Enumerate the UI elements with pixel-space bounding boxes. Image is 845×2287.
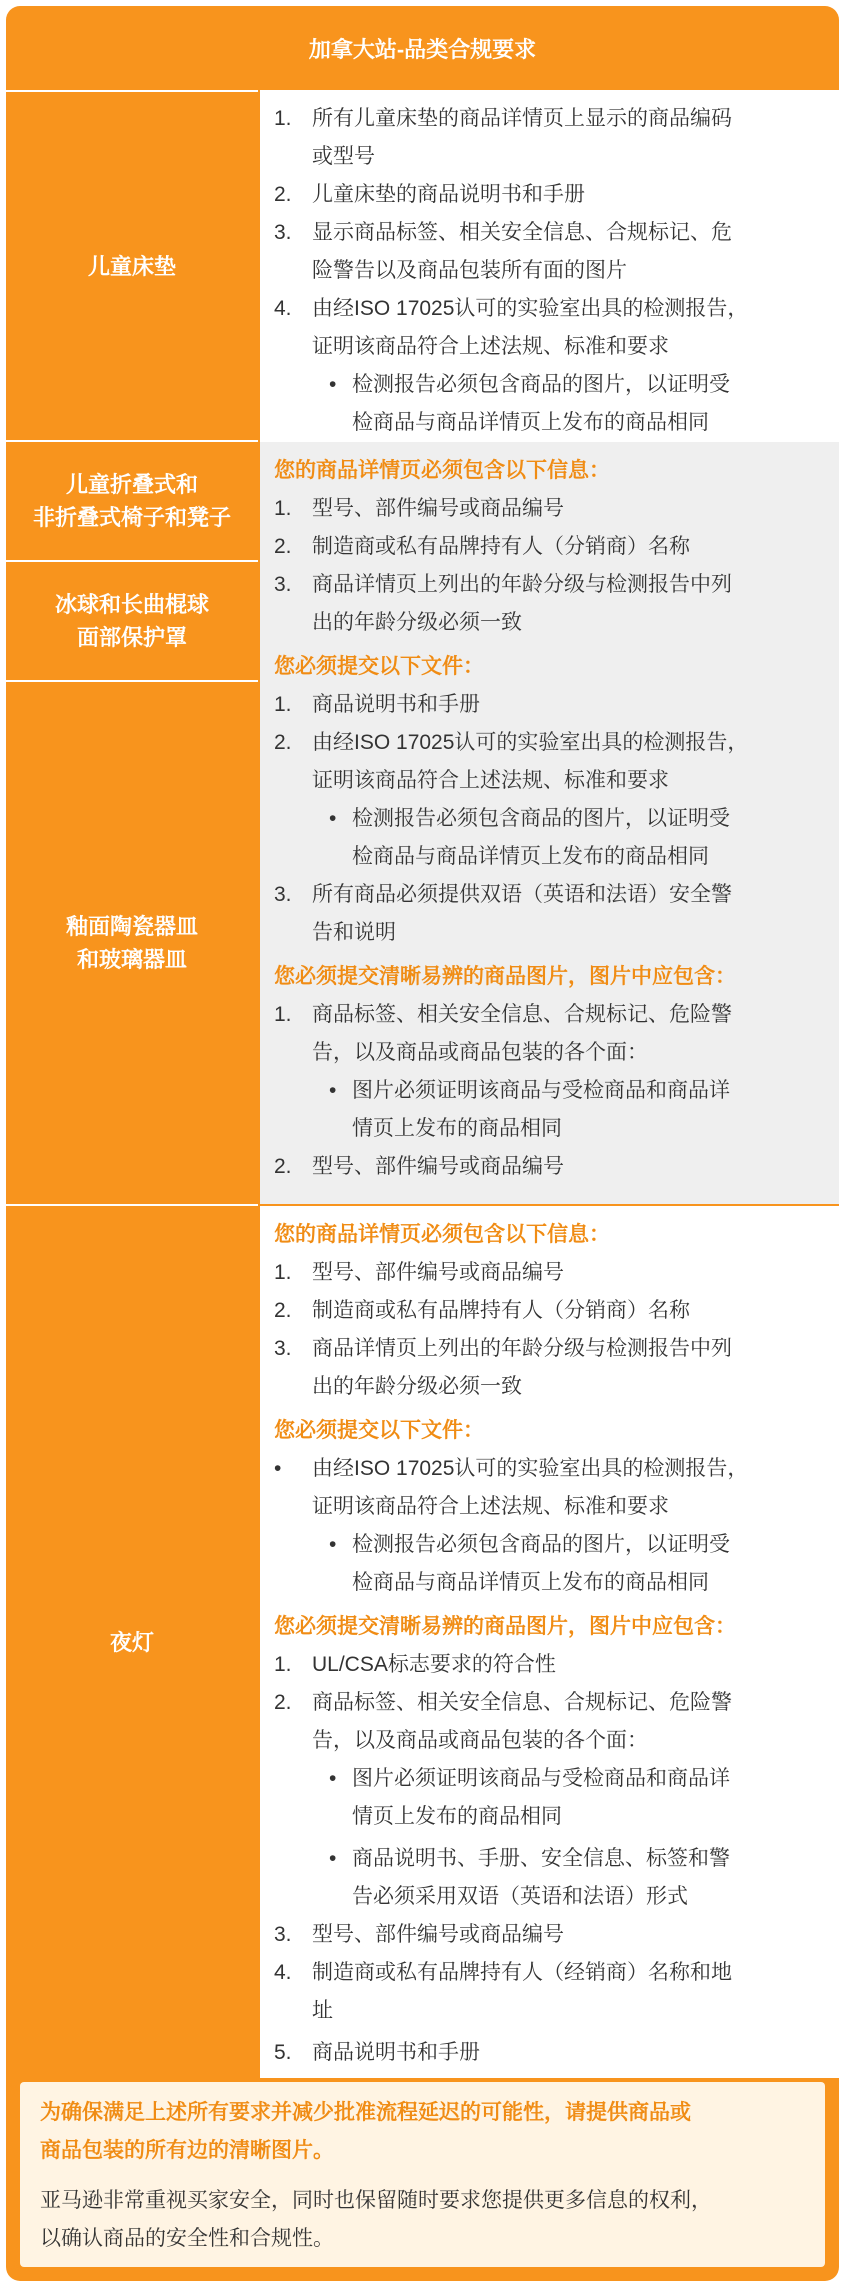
- list-item: 5. 商品说明书和手册: [274, 2041, 480, 2064]
- compliance-card: [6, 6, 839, 2281]
- list-item: 1. 商品说明书和手册: [274, 693, 480, 716]
- footer-text: 亚马逊非常重视买家安全，同时也保留随时要求您提供更多信息的权利， 以确认商品的安全性和合规性。: [40, 2189, 712, 2250]
- mattress-requirements: 1. 所有儿童床垫的商品详情页上显示的商品编码 或型号 2. 儿童床垫的商品说明书和手册 3. 显示商品标签、相关安全信息、合规标记、危 险警告以及商品包装所有面的图片 4. 由经ISO 17025认可的实验室出具的检测报告， 证明该商品符合上述法规、标准和要求 • 检测报告必须包含商品的图片，以证明受 检商品与商品详情页上发布的商品相同: [260, 90, 839, 442]
- list-item: 4. 制造商或私有品牌持有人（经销商）名称和地: [274, 1961, 732, 1984]
- sub-bullet-item: • 商品说明书、手册、安全信息、标签和警: [329, 1847, 730, 1870]
- list-item: 3. 显示商品标签、相关安全信息、合规标记、危: [274, 221, 732, 244]
- section-heading-images: 您必须提交清晰易辨的商品图片，图片中应包含：: [274, 965, 736, 988]
- list-item: • 由经ISO 17025认可的实验室出具的检测报告，: [274, 1457, 749, 1480]
- sub-bullet-item: • 检测报告必须包含商品的图片，以证明受: [329, 807, 730, 830]
- category-folding-chairs: 儿童折叠式和 非折叠式椅子和凳子: [6, 440, 258, 560]
- list-item: 2. 儿童床垫的商品说明书和手册: [274, 183, 585, 206]
- category-ceramic-ware: 釉面陶瓷器皿 和玻璃器皿: [6, 680, 258, 1204]
- section-heading-docs: 您必须提交以下文件：: [274, 1419, 484, 1442]
- section-heading-images: 您必须提交清晰易辨的商品图片，图片中应包含：: [274, 1615, 736, 1638]
- list-item: 1. 型号、部件编号或商品编号: [274, 1261, 564, 1284]
- list-item: 3. 所有商品必须提供双语（英语和法语）安全警: [274, 883, 732, 906]
- list-item: 2. 由经ISO 17025认可的实验室出具的检测报告，: [274, 731, 749, 754]
- section-heading-detail: 您的商品详情页必须包含以下信息：: [274, 459, 610, 482]
- list-item: 1. 商品标签、相关安全信息、合规标记、危险警: [274, 1003, 732, 1026]
- list-item: 3. 商品详情页上列出的年龄分级与检测报告中列: [274, 573, 732, 596]
- group-requirements: 您的商品详情页必须包含以下信息： 1. 型号、部件编号或商品编号 2. 制造商或私有品牌持有人（分销商）名称 3. 商品详情页上列出的年龄分级与检测报告中列 出的年龄分级必须一致 您必须提交以下文件： 1. 商品说明书和手册 2. 由经ISO 17025认可的实验室出具的检测报告， 证明该商品符合上述法规、标准和要求 • 检测报告必须包含商品的图片，以证明受 检商品与商品详情页上发布的商品相同 3. 所有商品必须提供双语（英语和法语）安全警 告和说明 您必须提交清晰易辨的商品图片，图片中应包含： 1. 商品标签、相关安全信息、合规标记、危险警 告，以及商品或商品包装的各个面： • 图片必须证明该商品与受检商品和商品详 情页上发布的商品相同 2. 型号、部件编号或商品编号: [260, 442, 839, 1204]
- category-night-light: 夜灯: [6, 1204, 258, 2078]
- table-title: 加拿大站-品类合规要求: [308, 36, 537, 62]
- footer-highlight: 为确保满足上述所有要求并减少批准流程延迟的可能性，请提供商品或 商品包装的所有边的清晰图片。: [40, 2101, 691, 2162]
- list-item: 3. 商品详情页上列出的年龄分级与检测报告中列: [274, 1337, 732, 1360]
- list-item: 1. 所有儿童床垫的商品详情页上显示的商品编码: [274, 107, 732, 130]
- sub-bullet-item: • 图片必须证明该商品与受检商品和商品详: [329, 1767, 730, 1790]
- sub-bullet-item: • 检测报告必须包含商品的图片，以证明受: [329, 1533, 730, 1556]
- list-item: 2. 制造商或私有品牌持有人（分销商）名称: [274, 1299, 690, 1322]
- list-item: 2. 制造商或私有品牌持有人（分销商）名称: [274, 535, 690, 558]
- list-item: 2. 商品标签、相关安全信息、合规标记、危险警: [274, 1691, 732, 1714]
- footer-note: [20, 2082, 825, 2267]
- list-item: 1. UL/CSA标志要求的符合性: [274, 1653, 556, 1676]
- night-light-requirements: 您的商品详情页必须包含以下信息： 1. 型号、部件编号或商品编号 2. 制造商或私有品牌持有人（分销商）名称 3. 商品详情页上列出的年龄分级与检测报告中列 出的年龄分级必须一致 您必须提交以下文件： • 由经ISO 17025认可的实验室出具的检测报告， 证明该商品符合上述法规、标准和要求 • 检测报告必须包含商品的图片，以证明受 检商品与商品详情页上发布的商品相同 您必须提交清晰易辨的商品图片，图片中应包含： 1. UL/CSA标志要求的符合性 2. 商品标签、相关安全信息、合规标记、危险警 告，以及商品或商品包装的各个面： • 图片必须证明该商品与受检商品和商品详 情页上发布的商品相同 • 商品说明书、手册、安全信息、标签和警 告必须采用双语（英语和法语）形式 3. 型号、部件编号或商品编号 4. 制造商或私有品牌持有人（经销商）名称和地 址 5. 商品说明书和手册: [260, 1206, 839, 2078]
- section-heading-detail: 您的商品详情页必须包含以下信息：: [274, 1223, 610, 1246]
- sub-bullet-item: • 图片必须证明该商品与受检商品和商品详: [329, 1079, 730, 1102]
- list-item: 2. 型号、部件编号或商品编号: [274, 1155, 564, 1178]
- list-item: 1. 型号、部件编号或商品编号: [274, 497, 564, 520]
- section-heading-docs: 您必须提交以下文件：: [274, 655, 484, 678]
- category-crib-mattress: 儿童床垫: [6, 90, 258, 440]
- list-item: 3. 型号、部件编号或商品编号: [274, 1923, 564, 1946]
- list-item: 4. 由经ISO 17025认可的实验室出具的检测报告，: [274, 297, 749, 320]
- category-hockey-guards: 冰球和长曲棍球 面部保护罩: [6, 560, 258, 680]
- sub-bullet-item: • 检测报告必须包含商品的图片，以证明受: [329, 373, 730, 396]
